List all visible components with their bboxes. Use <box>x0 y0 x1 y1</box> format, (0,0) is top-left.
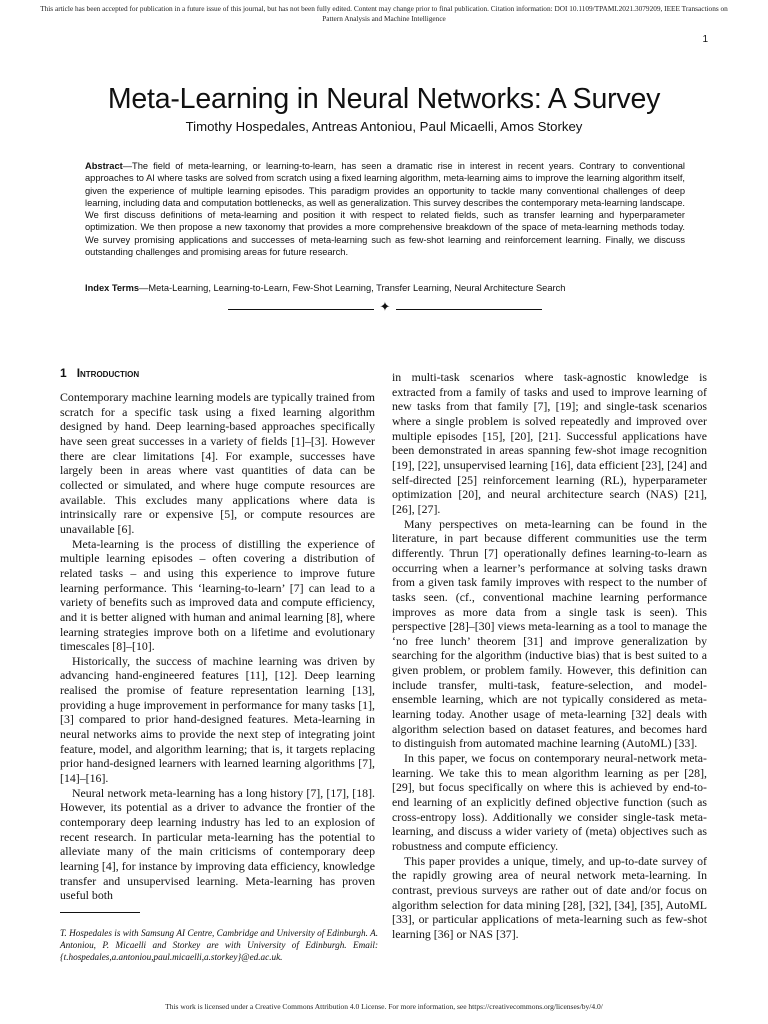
right-column <box>392 370 707 942</box>
paragraph: In this paper, we focus on contemporary neural-network meta-learning. We take this to mean algorithm learning as per [28], [29], but focus specifically on where this is achieved by end-to-end learning of an explicitly defined objective function (such as cross-entropy loss). Additionally we consider single-task meta-learning, and discuss a wider variety of (meta) objectives such as robustness and compute efficiency. <box>392 751 707 853</box>
paper-title: Meta-Learning in Neural Networks: A Survey <box>107 83 661 116</box>
abstract-label: Abstract <box>85 161 123 171</box>
paragraph: Many perspectives on meta-learning can be found in the literature, in part because different communities use the term differently. Thrun [7] operationally defines learning-to-learn as occurring when a learner’s performance at solving tasks drawn from a given task family improves with respect to the number of tasks seen. (cf., conventional machine learning performance improves as more data from a single task is seen). This perspective [28]–[30] views meta-learning as a tool to manage the ‘no free lunch’ theorem [31] and improve generalization by searching for the algorithm (inductive bias) that is best suited to a given problem, or problem family. However, this definition can include transfer, multi-task, feature-selection, and model-ensemble learning, which are not typically considered as meta-learning today. Another usage of meta-learning [32] deals with algorithm selection based on dataset features, and becomes hard to distinguish from automated machine learning (AutoML) [33]. <box>392 516 707 751</box>
author-affiliation-footnote: T. Hospedales is with Samsung AI Centre, Cambridge and University of Edinburgh. A. Antoniou, P. Micaelli and Storkey are with University of Edinburgh. Email: {t.hospedales,a.antoniou,paul.micaelli,a.storkey}@ed.ac.uk. <box>60 928 378 962</box>
divider-star-icon: ✦ <box>379 300 391 315</box>
section-heading <box>60 365 375 382</box>
section-title: Introduction <box>76 366 140 380</box>
paragraph: in multi-task scenarios where task-agnostic knowledge is extracted from a family of tasks and used to improve learning of new tasks from that family [7], [19]; and single-task scenarios where a single problem is solved repeatedly and improved over multiple episodes [15], [20], [21]. Successful applications have been demonstrated in areas spanning few-shot image recognition [19], [22], unsupervised learning [16], data efficient [23], [24] and self-directed [25] reinforcement learning (RL), hyperparameter optimization [20], and neural architecture search (NAS) [21], [26], [27]. <box>392 370 707 516</box>
divider-line-right <box>396 309 542 310</box>
left-column <box>60 365 375 903</box>
index-terms-label: Index Terms <box>85 283 140 293</box>
page-number: 1 <box>702 34 708 45</box>
author-list: Timothy Hospedales, Antreas Antoniou, Paul Micaelli, Amos Storkey <box>185 119 583 134</box>
paragraph: Neural network meta-learning has a long history [7], [17], [18]. However, its potential as a driver to advance the frontier of the contemporary deep learning industry has led to an explosion of recent research. In particular meta-learning has the potential to alleviate many of the main criticisms of contemporary deep learning [4], for instance by improving data efficiency, knowledge transfer and unsupervised learning. Meta-learning has proven useful both <box>60 785 375 903</box>
license-notice: This work is licensed under a Creative Commons Attribution 4.0 License. For more information, see https://creativecommons.org/licenses/by/4.0/ <box>165 1002 603 1011</box>
publication-notice: This article has been accepted for publication in a future issue of this journal, but has not been fully edited. Content may change prior to final publication. Citation information: DOI 10.1109/TPAMI.2021.3079209, IEEE Transactions on Pattern Analysis and Machine Intelligence <box>40 4 728 23</box>
paragraph: Historically, the success of machine learning was driven by advancing hand-engineered features [11], [12]. Deep learning realised the promise of feature representation learning [13], providing a huge improvement in performance for many tasks [1], [3] compared to prior hand-designed features. Meta-learning in neural networks aims to provide the next step of integrating joint feature, model, and algorithm learning; that is, it targets replacing prior hand-designed learners with learned learning algorithms [7], [14]–[16]. <box>60 653 375 786</box>
paragraph: Contemporary machine learning models are typically trained from scratch for a specific task using a fixed learning algorithm designed by hand. Deep learning-based approaches specifically have seen great successes in a variety of fields [1]–[3]. However there are clear limitations [4]. For example, successes have largely been in areas where vast quantities of data can be collected or simulated, and where huge compute resources are available. This excludes many applications where data is intrinsically rare or expensive [5], or compute resources are unavailable [6]. <box>60 390 375 536</box>
divider-line-left <box>228 309 374 310</box>
abstract <box>85 160 685 258</box>
index-terms <box>85 282 685 294</box>
paragraph: Meta-learning is the process of distilling the experience of multiple learning episodes – often covering a distribution of related tasks – and using this experience to improve future learning performance. This ‘learning-to-learn’ [7] can lead to a variety of benefits such as improved data and compute efficiency, and it is better aligned with human and animal learning [8], where learning strategies improve both on a lifetime and evolutionary timescales [8]–[10]. <box>60 536 375 654</box>
paragraph: This paper provides a unique, timely, and up-to-date survey of the rapidly growing area of neural network meta-learning. In contrast, previous surveys are rather out of date and/or focus on algorithm selection for data mining [28], [32], [34], [35], AutoML [33], or particular applications of meta-learning such as few-shot learning [36] or NAS [37]. <box>392 853 707 941</box>
section-number: 1 <box>60 366 67 380</box>
section-divider <box>228 300 542 315</box>
abstract-text: —The field of meta-learning, or learning-to-learn, has seen a dramatic rise in interest in recent years. Contrary to conventional approaches to AI where tasks are solved from scratch using a fixed learning algorithm, meta-learning aims to improve the learning algorithm itself, given the experience of multiple learning episodes. This paradigm provides an opportunity to tackle many conventional challenges of deep learning, including data and computation bottlenecks, as well as generalization. This survey describes the contemporary meta-learning landscape. We first discuss definitions of meta-learning and position it with respect to related fields, such as transfer learning and hyperparameter optimization. We then propose a new taxonomy that provides a more comprehensive breakdown of the space of meta-learning methods today. We survey promising applications and successes of meta-learning such as few-shot learning and reinforcement learning. Finally, we discuss outstanding challenges and promising areas for future research. <box>85 161 685 258</box>
index-terms-text: —Meta-Learning, Learning-to-Learn, Few-Shot Learning, Transfer Learning, Neural Architecture Search <box>139 283 566 293</box>
footnote-rule <box>60 912 140 913</box>
